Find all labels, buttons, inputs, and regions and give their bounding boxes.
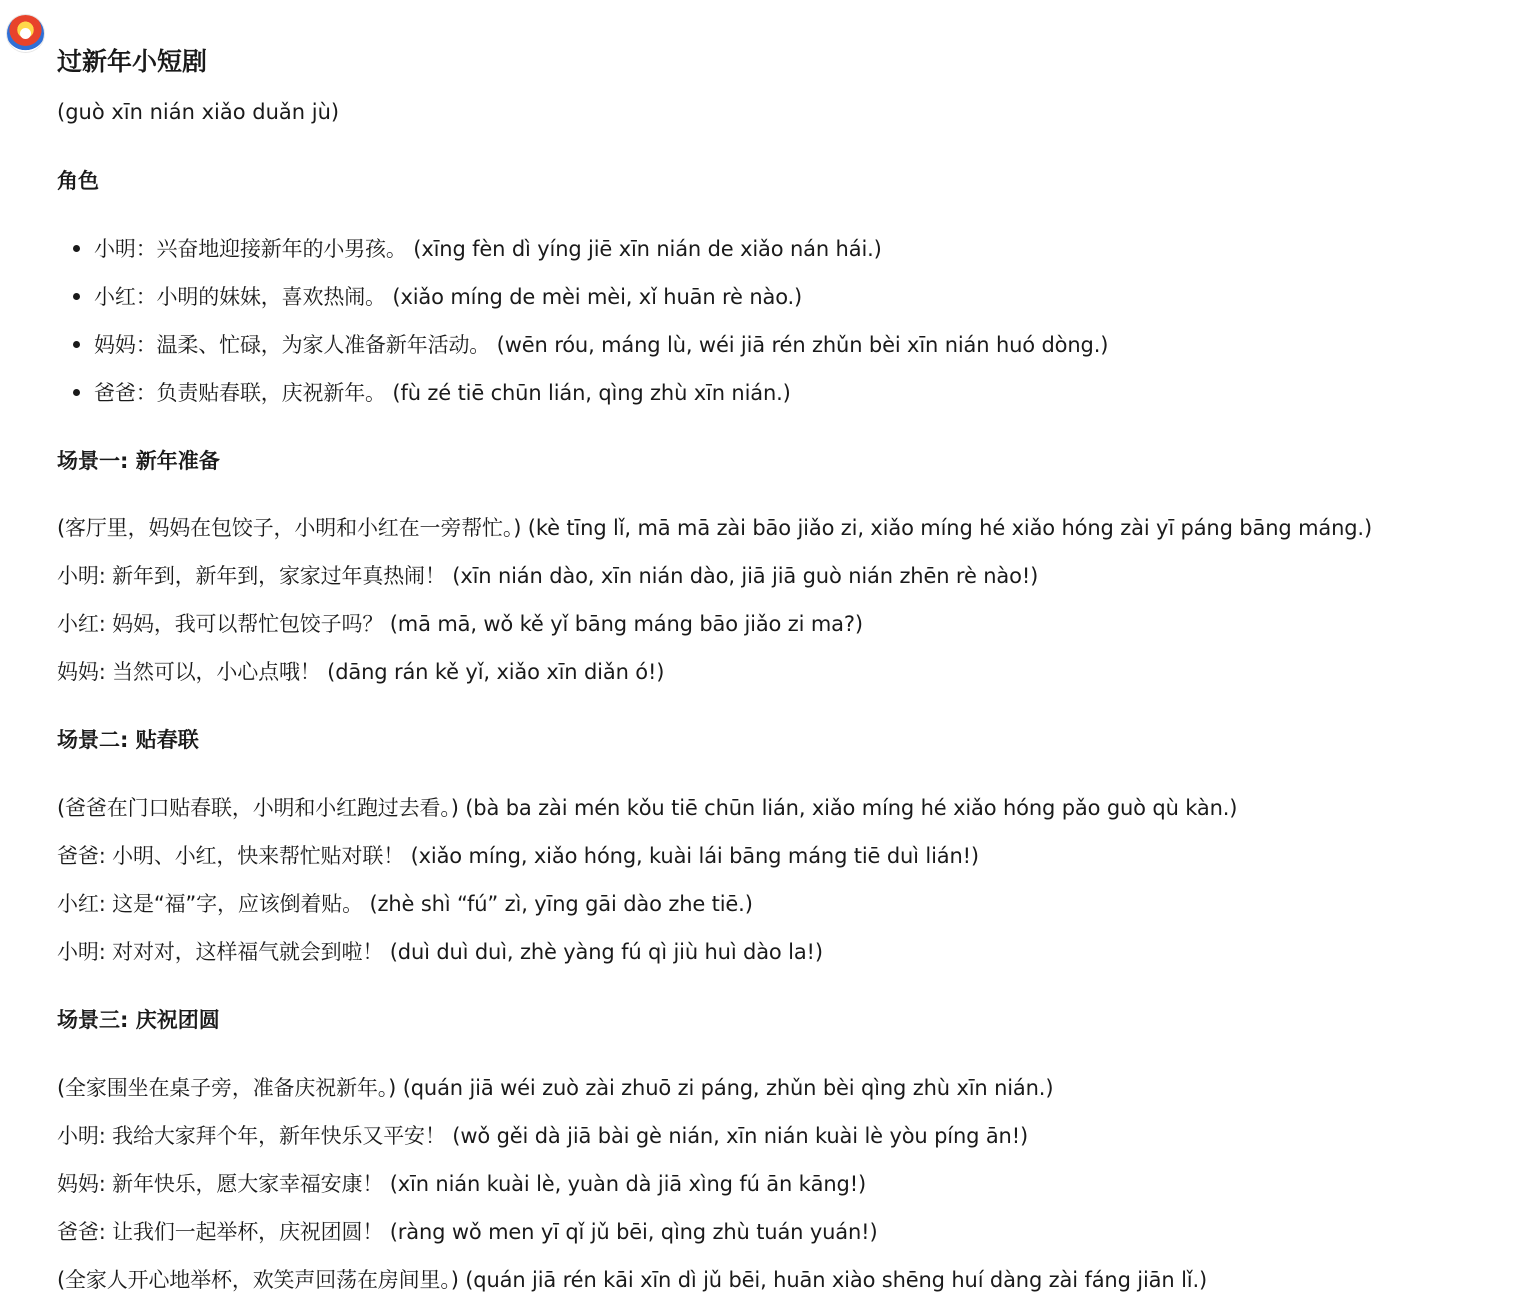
bullet-icon: [73, 293, 80, 300]
scene3-heading: 场景三: 庆祝团圆: [57, 1008, 220, 1032]
scene3-line: (全家围坐在桌子旁，准备庆祝新年。) (quán jiā wéi zuò zài zhuō zi páng, zhǔn bèi qìng zhù xīn nián.): [57, 1076, 1054, 1100]
scene3-line: 爸爸: 让我们一起举杯，庆祝团圆！ (ràng wǒ men yī qǐ jǔ bēi, qìng zhù tuán yuán!): [57, 1220, 878, 1244]
page-title: 过新年小短剧: [57, 47, 208, 76]
role-text: 小红：小明的妹妹，喜欢热闹。 (xiǎo míng de mèi mèi, xǐ huān rè nào.): [94, 285, 803, 309]
scene3-line: 妈妈: 新年快乐，愿大家幸福安康！ (xīn nián kuài lè, yuàn dà jiā xìng fú ān kāng!): [57, 1172, 867, 1196]
scene2-line: 爸爸: 小明、小红，快来帮忙贴对联！ (xiǎo míng, xiǎo hóng, kuài lái bāng máng tiē duì lián!): [57, 844, 979, 868]
scene1-line: 小红: 妈妈，我可以帮忙包饺子吗？ (mā mā, wǒ kě yǐ bāng máng bāo jiǎo zi ma?): [57, 612, 863, 636]
festive-avatar-icon[interactable]: [7, 15, 44, 52]
scene3-line: 小明: 我给大家拜个年，新年快乐又平安！ (wǒ gěi dà jiā bài gè nián, xīn nián kuài lè yòu píng ān!): [57, 1124, 1029, 1148]
role-text: 小明：兴奋地迎接新年的小男孩。 (xīng fèn dì yíng jiē xīn nián de xiǎo nán hái.): [94, 237, 882, 261]
role-list-item: [73, 233, 882, 265]
bullet-icon: [73, 341, 80, 348]
scene2-heading: 场景二: 贴春联: [57, 728, 199, 752]
role-list-item: [73, 377, 791, 409]
role-text: 爸爸：负责贴春联，庆祝新年。 (fù zé tiē chūn lián, qìng zhù xīn nián.): [94, 381, 791, 405]
page-subtitle: (guò xīn nián xiǎo duǎn jù): [57, 100, 340, 124]
role-list-item: [73, 281, 802, 313]
scene1-line: 小明: 新年到，新年到，家家过年真热闹！ (xīn nián dào, xīn nián dào, jiā jiā guò nián zhēn rè nào!): [57, 564, 1039, 588]
role-text: 妈妈：温柔、忙碌，为家人准备新年活动。 (wēn róu, máng lù, wéi jiā rén zhǔn bèi xīn nián huó dòng.): [94, 333, 1109, 357]
scene2-line: 小红: 这是“福”字，应该倒着贴。 (zhè shì “fú” zì, yīng gāi dào zhe tiē.): [57, 892, 753, 916]
bullet-icon: [73, 389, 80, 396]
scene1-heading: 场景一: 新年准备: [57, 449, 220, 473]
scene2-line: 小明: 对对对，这样福气就会到啦！ (duì duì duì, zhè yàng fú qì jiù huì dào la!): [57, 940, 823, 964]
scene1-line: (客厅里，妈妈在包饺子，小明和小红在一旁帮忙。) (kè tīng lǐ, mā mā zài bāo jiǎo zi, xiǎo míng hé xiǎo hóng zài yī páng bāng máng.): [57, 516, 1372, 540]
scene3-line: (全家人开心地举杯，欢笑声回荡在房间里。) (quán jiā rén kāi xīn dì jǔ bēi, huān xiào shēng huí dàng zài fáng jiān lǐ.): [57, 1268, 1208, 1292]
scene1-line: 妈妈: 当然可以，小心点哦！ (dāng rán kě yǐ, xiǎo xīn diǎn ó!): [57, 660, 665, 684]
scene2-line: (爸爸在门口贴春联，小明和小红跑过去看。) (bà ba zài mén kǒu tiē chūn lián, xiǎo míng hé xiǎo hóng pǎo guò qù kàn.): [57, 796, 1238, 820]
bullet-icon: [73, 245, 80, 252]
avatar-face: [20, 28, 31, 39]
roles-heading: 角色: [57, 169, 99, 193]
role-list-item: [73, 329, 1108, 361]
